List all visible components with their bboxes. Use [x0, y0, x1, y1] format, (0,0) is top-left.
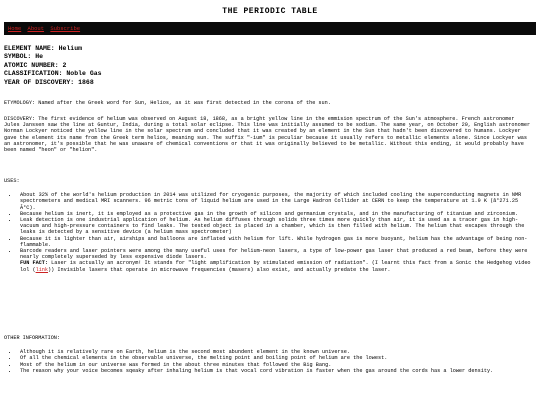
nav-link-about[interactable]: About [27, 25, 45, 32]
list-item: • Of all the chemical elements in the observable universe, the melting point and boiling point of helium are the lowest. [18, 355, 532, 361]
discovery-section [4, 116, 532, 153]
list-item-text: Barcode readers and laser pointers were among the many useful uses for helium-neon lasers, a type of low-power gas laser that produced a red beam, before they were nearly completely superseded by less expensive diode lasers. [20, 248, 528, 261]
list-item: • Most of the helium in our universe was formed in the about three minutes that followed the Big Bang. [18, 362, 532, 368]
element-symbol: SYMBOL: He [4, 53, 44, 61]
uses-label: USES: [4, 178, 20, 184]
list-item: • Although it is relatively rare on Earth, helium is the second most abundent element in the known universe. [18, 349, 532, 355]
list-item: • Because helium is inert, it is employed as a protective gas in the growth of silicon and germanium crystals, and in the manufacturing of titanium and zirconium. [18, 211, 532, 217]
nav-link-subscribe[interactable]: Subscribe [50, 25, 81, 32]
other-information-list [4, 349, 532, 374]
uses-list [4, 192, 532, 273]
nav-bar [4, 22, 536, 35]
element-classification: CLASSIFICATION: Noble Gas [4, 70, 102, 78]
list-item [18, 248, 532, 273]
discovery-text: DISCOVERY: The first evidence of helium was observed on August 18, 1868, as a bright yellow line in the emmision spectrum of the Sun's atmosphere. French astronomer Jules Janssen saw the line at Guntur, India, during a total solar eclipse. This line was initially assumed to be sodium. The same year, on October 20, English astronomer Norman Lockyer noticed the yellow line in the solar spectrum and concluded that it was created by an element in the Sun that hadn't been discovered to humans. Lockyer gave the element its name from the Greek term helios, meaning sun. The suffix "-ium" is peculiar because it usually refers to metallic elements alone. Since Lockyer was an astronomer, it's possible that he was unaware of chemical conventions or that it was originally believed to be metallic. Without this ending, it would probably have been named "heon" or "helion". [4, 116, 531, 154]
element-facts [4, 45, 102, 87]
fun-fact-link[interactable]: link [35, 266, 49, 273]
element-atomic-number: ATOMIC NUMBER: 2 [4, 61, 67, 69]
element-name: ELEMENT NAME: Helium [4, 45, 83, 52]
etymology-section [4, 100, 532, 106]
uses-section [4, 178, 532, 273]
list-item: • About 32% of the world's helium production in 2014 was utilized for cryogenic purposes, the majority of which included cooling the superconducting magnets in NMR spectrometers and medical MRI scanners. 96 metric tons of liquid helium are used in the Large Hadron Collider at CERN to keep the temperature at 1.9 K (â°271.25 Â°C). [18, 192, 532, 211]
nav-link-home[interactable]: Home [8, 25, 22, 32]
fun-fact-label: FUN FACT: [20, 260, 49, 267]
other-information-section [4, 335, 532, 374]
fun-fact-text-end: )) Invisible lasers that operate in microwave frequencies (masers) also exist, and actually predate the laser. [48, 266, 391, 273]
fun-fact-text: Laser is actually an acronym! It stands for "light amplification by stimulated emission of radiation". (I learnt this fact from a Sonic the Hedgehog video lol ( [20, 260, 531, 273]
element-year-of-discovery: YEAR OF DISCOVERY: 1868 [4, 78, 94, 86]
page-title: THE PERIODIC TABLE [222, 7, 318, 16]
list-item: • Leak detection is one industrial application of helium. As helium diffuses through solids three times more quickly than air, it is used as a tracer gas in high-vacuum and high-pressure containers to find leaks. The tested object is placed in a chamber, which is then filled with helium. The helium that escapes through the leaks is detected by a sensitive device (a helium mass spectrometer) [18, 217, 532, 236]
list-item: • Because it is lighter than air, airships and balloons are inflated with helium for lift. While hydrogen gas is more buoyant, helium has the advantage of being non-flammable. [18, 236, 532, 248]
etymology-text: ETYMOLOGY: Named after the Greek word for Sun, Helios, as it was first detected in the corona of the sun. [4, 100, 331, 106]
list-item: • The reason why your voice becomes sqeaky after inhaling helium is that vocal cord vibration is faster when the gas around the cords has a lower density. [18, 368, 532, 374]
other-information-label: OTHER INFORMATION: [4, 335, 61, 341]
